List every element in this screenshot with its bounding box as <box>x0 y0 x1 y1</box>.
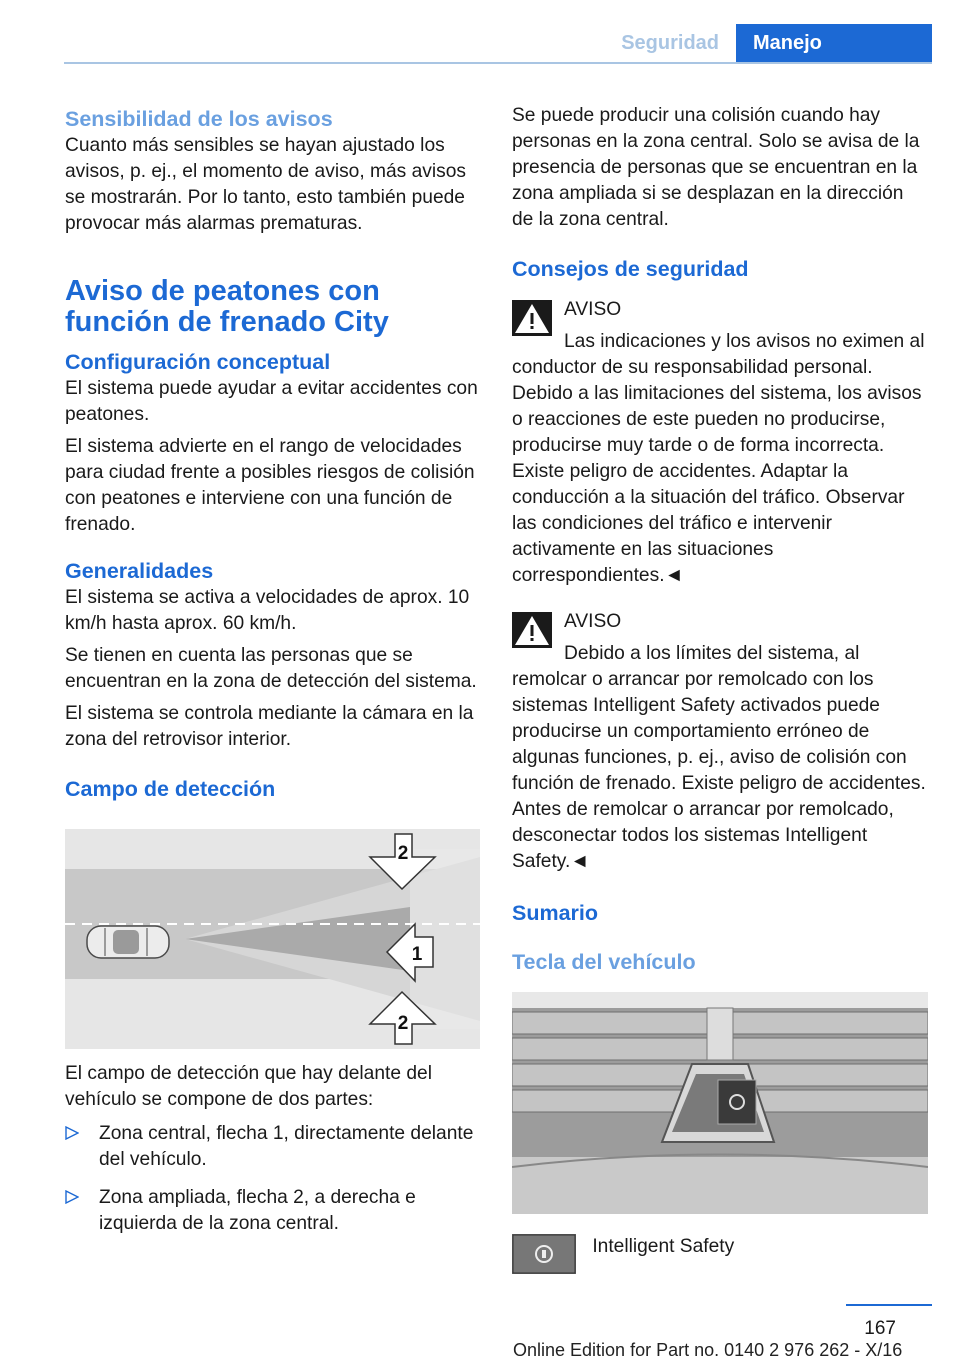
figure-label-1: 1 <box>411 944 423 965</box>
text-colision: Se puede producir una colisión cuando hay personas en la zona central. Solo se avisa de la presencia de personas que se encuentran en la zona ampliada si se desplazan en la dirección de la zona central. <box>512 105 920 230</box>
warning-text: Las indicaciones y los avisos no eximen al conductor de su responsabilidad personal. Debido a las limitaciones del sistema, los avisos o reacciones de este pueden no producirse, producirse muy tarde o de forma incorrecta. Existe peligro de accidentes. Adaptar la conducción a la situación del tráfico. Observar las condiciones del tráfico e intervenir activamente en las situaciones correspondientes.◄ <box>512 331 925 586</box>
bullet-item <box>65 1185 480 1237</box>
heading-aviso-peatones: Aviso de peatones con función de frenado City <box>65 275 389 338</box>
bullet-text: Zona central, flecha 1, directamente delante del vehículo. <box>99 1123 474 1170</box>
tab-manejo[interactable]: Manejo <box>736 24 932 62</box>
warning-icon <box>512 300 552 336</box>
vehicle-key-photo <box>512 992 928 1214</box>
header-tabs <box>604 24 932 62</box>
heading-configuracion: Configuración conceptual <box>65 350 331 374</box>
warning-block-2 <box>512 607 930 875</box>
intelligent-safety-button-icon <box>512 1234 576 1274</box>
vehicle-button-illustration <box>512 992 928 1214</box>
heading-tecla: Tecla del vehículo <box>512 950 696 974</box>
text-campo: El campo de detección que hay delante del vehículo se compone de dos partes: <box>65 1063 432 1110</box>
figure-label-2-bottom: 2 <box>397 1013 409 1034</box>
bullet-triangle-icon <box>65 1126 79 1140</box>
tab-seguridad[interactable]: Seguridad <box>604 24 736 62</box>
heading-sensibilidad: Sensibilidad de los avisos <box>65 107 333 131</box>
warning-title: AVISO <box>564 299 622 320</box>
bullet-text: Zona ampliada, flecha 2, a derecha e izquierda de la zona central. <box>99 1187 416 1234</box>
warning-icon <box>512 612 552 648</box>
edition-line: Online Edition for Part no. 0140 2 976 262 - X/16 <box>513 1340 903 1360</box>
car-icon <box>87 926 169 958</box>
text-gen-1: El sistema se activa a velocidades de aprox. 10 km/h hasta aprox. 60 km/h. <box>65 587 470 634</box>
heading-consejos: Consejos de seguridad <box>512 257 749 281</box>
warning-block-1 <box>512 295 930 589</box>
heading-campo: Campo de detección <box>65 777 276 801</box>
warning-text: Debido a los límites del sistema, al remolcar o arrancar por remolcado con los sistemas Intelligent Safety activados puede producirse un comportamiento erróneo de algunas funciones, p. ej., aviso de colisión con función de frenado. Existe peligro de accidentes. Antes de remolcar o arrancar por remolcado, desconectar todos los sistemas Intelligent Safety.◄ <box>512 643 926 872</box>
page-number: 167 <box>864 1318 896 1339</box>
header-rule <box>64 62 932 64</box>
footer-rule <box>846 1304 932 1306</box>
detection-field-diagram <box>65 829 480 1049</box>
bullet-item <box>65 1121 480 1173</box>
heading-generalidades: Generalidades <box>65 559 214 583</box>
heading-sumario: Sumario <box>512 901 599 925</box>
figure-label-2-top: 2 <box>397 843 409 864</box>
bullet-triangle-icon <box>65 1190 79 1204</box>
text-sensibilidad: Cuanto más sensibles se hayan ajustado los avisos, p. ej., el momento de aviso, más avisos se mostrarán. Por lo tanto, esto también puede provocar más alarmas prematuras. <box>65 135 466 234</box>
detection-field-figure <box>65 829 480 1049</box>
key-legend <box>512 1234 930 1274</box>
left-column <box>65 100 480 1237</box>
warning-title: AVISO <box>564 611 622 632</box>
text-gen-2: Se tienen en cuenta las personas que se encuentran en la zona de detección del sistema. <box>65 645 477 692</box>
text-config-2: El sistema advierte en el rango de velocidades para ciudad frente a posibles riesgos de colisión con peatones e interviene con una función de frenado. <box>65 436 475 535</box>
text-config-1: El sistema puede ayudar a evitar accidentes con peatones. <box>65 378 478 425</box>
key-label: Intelligent Safety <box>592 1236 735 1257</box>
right-column <box>512 100 930 1274</box>
text-gen-3: El sistema se controla mediante la cámara en la zona del retrovisor interior. <box>65 703 474 750</box>
